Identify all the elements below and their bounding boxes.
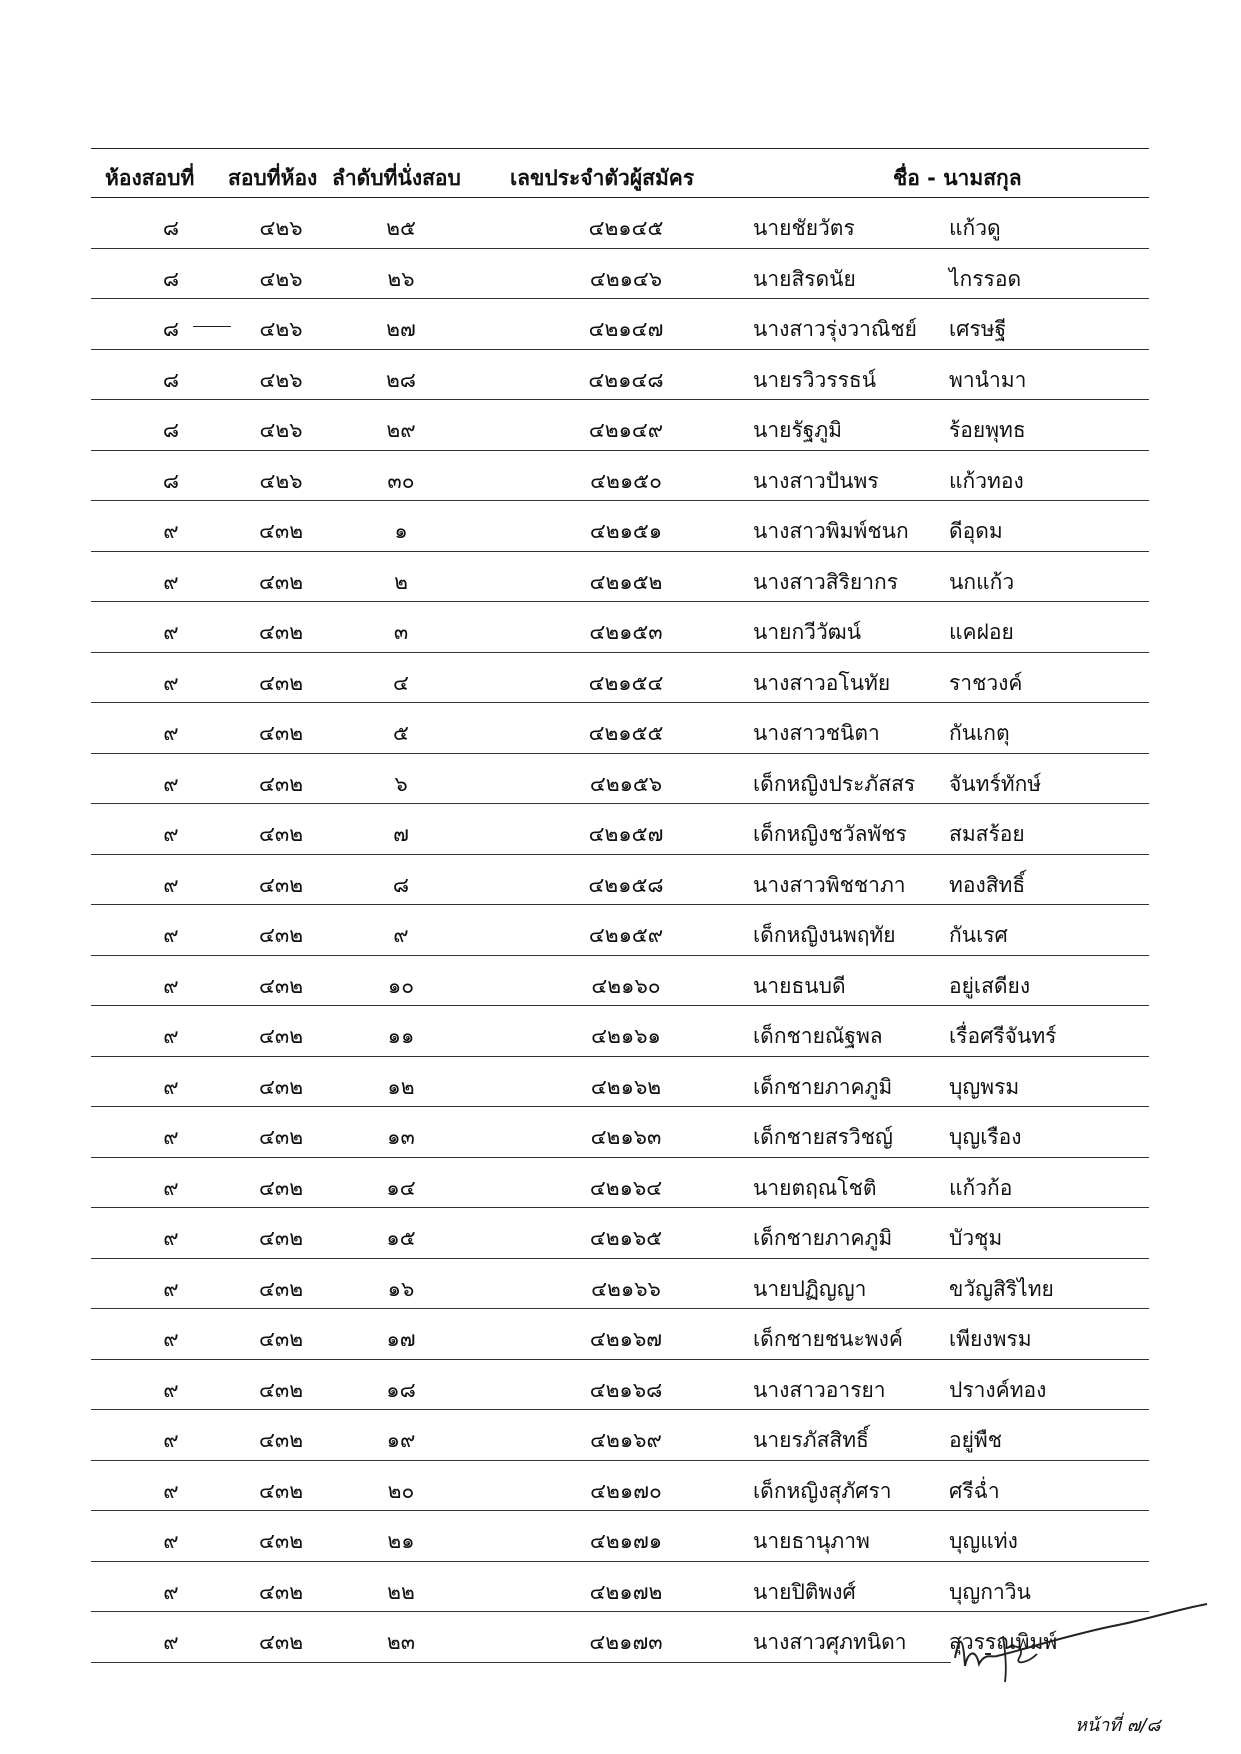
last-name-cell: นกแก้ว bbox=[949, 569, 1015, 594]
seat-number-cell: ๒๖ bbox=[387, 266, 415, 291]
last-name-cell: ดีอุดม bbox=[949, 519, 1003, 543]
last-name-cell: ไกรรอด bbox=[949, 266, 1022, 291]
exam-building-room-cell: ๔๓๒ bbox=[258, 822, 304, 846]
seat-number-cell: ๑๑ bbox=[387, 1024, 415, 1048]
seat-number-cell: ๑ bbox=[394, 519, 408, 543]
last-name-cell: อยู่เสดียง bbox=[949, 973, 1031, 998]
first-name-cell: นายธนบดี bbox=[753, 973, 846, 998]
exam-room-cell: ๙ bbox=[163, 569, 179, 594]
header-room: ห้องสอบที่ bbox=[105, 166, 195, 190]
applicant-id-cell: ๔๒๑๗๐ bbox=[590, 1478, 662, 1503]
exam-room-cell: ๙ bbox=[163, 872, 179, 897]
exam-building-room-cell: ๔๓๒ bbox=[258, 1377, 304, 1402]
exam-building-room-cell: ๔๓๒ bbox=[258, 1579, 304, 1604]
exam-room-cell: ๙ bbox=[163, 1175, 179, 1200]
exam-room-cell: ๙ bbox=[163, 1428, 179, 1452]
exam-building-room-cell: ๔๓๒ bbox=[258, 1478, 304, 1503]
exam-room-cell: ๘ bbox=[162, 317, 180, 341]
seat-number-cell: ๒๘ bbox=[385, 367, 417, 392]
table-row bbox=[91, 754, 1149, 805]
exam-room-cell: ๘ bbox=[162, 216, 180, 240]
applicant-id-cell: ๔๒๑๕๒ bbox=[589, 569, 663, 594]
exam-building-room-cell: ๔๓๒ bbox=[258, 569, 304, 594]
exam-room-cell: ๙ bbox=[163, 923, 179, 947]
exam-building-room-cell: ๔๓๒ bbox=[258, 721, 304, 745]
first-name-cell: นางสาวศุภทนิดา bbox=[753, 1630, 907, 1654]
last-name-cell: บุญเรือง bbox=[949, 1125, 1022, 1149]
first-name-cell: เด็กหญิงนพฤทัย bbox=[753, 923, 896, 947]
seat-number-cell: ๑๙ bbox=[386, 1428, 416, 1452]
applicant-id-cell: ๔๒๑๖๘ bbox=[589, 1377, 663, 1402]
applicant-id-cell: ๔๒๑๖๔ bbox=[589, 1175, 663, 1200]
exam-building-room-cell: ๔๒๖ bbox=[259, 418, 303, 442]
applicant-id-cell: ๔๒๑๔๗ bbox=[588, 317, 664, 341]
seat-number-cell: ๑๔ bbox=[386, 1175, 416, 1200]
applicant-id-cell: ๔๒๑๗๓ bbox=[589, 1630, 663, 1654]
exam-room-cell: ๙ bbox=[163, 771, 179, 796]
last-name-cell: ขวัญสิริไทย bbox=[949, 1276, 1054, 1301]
table-row bbox=[91, 249, 1149, 300]
table-row bbox=[91, 602, 1149, 653]
applicant-id-cell: ๔๒๑๕๗ bbox=[588, 822, 664, 846]
first-name-cell: นายปิติพงศ์ bbox=[753, 1579, 856, 1604]
first-name-cell: นางสาวพิชชาภา bbox=[753, 872, 906, 897]
last-name-cell: กันเรศ bbox=[949, 923, 1008, 947]
first-name-cell: นางสาวรุ่งวาณิชย์ bbox=[753, 317, 917, 341]
exam-room-cell: ๙ bbox=[163, 1478, 179, 1503]
table-row bbox=[91, 1309, 1149, 1360]
first-name-cell: นายรภัสสิทธิ์ bbox=[753, 1428, 869, 1452]
exam-room-cell: ๙ bbox=[163, 1024, 179, 1048]
exam-building-room-cell: ๔๓๒ bbox=[258, 923, 304, 947]
applicant-id-cell: ๔๒๑๕๓ bbox=[589, 620, 663, 644]
table-row bbox=[91, 552, 1149, 603]
signature-image bbox=[945, 1596, 1215, 1686]
last-name-cell: เพียงพรม bbox=[949, 1327, 1032, 1351]
last-name-cell: แก้วดู bbox=[949, 216, 1001, 240]
exam-building-room-cell: ๔๓๒ bbox=[258, 1327, 304, 1351]
exam-building-room-cell: ๔๒๖ bbox=[259, 367, 303, 392]
exam-building-room-cell: ๔๓๒ bbox=[258, 973, 304, 998]
exam-room-cell: ๙ bbox=[163, 670, 179, 695]
first-name-cell: นายธานุภาพ bbox=[753, 1529, 870, 1553]
exam-room-cell: ๙ bbox=[163, 1377, 179, 1402]
applicant-id-cell: ๔๒๑๖๑ bbox=[591, 1024, 661, 1048]
applicant-id-cell: ๔๒๑๖๖ bbox=[591, 1276, 661, 1301]
exam-building-room-cell: ๔๓๒ bbox=[258, 1428, 304, 1452]
seat-number-cell: ๑๗ bbox=[386, 1327, 416, 1351]
applicant-id-cell: ๔๒๑๔๖ bbox=[589, 266, 663, 291]
first-name-cell: นายรัฐภูมิ bbox=[753, 418, 843, 442]
last-name-cell: ศรีฉ่ำ bbox=[949, 1478, 1000, 1503]
table-row bbox=[91, 804, 1149, 855]
exam-building-room-cell: ๔๓๒ bbox=[258, 1529, 304, 1553]
first-name-cell: เด็กหญิงชวัลพัชร bbox=[753, 822, 907, 846]
exam-room-cell: ๙ bbox=[163, 1226, 179, 1250]
exam-building-room-cell: ๔๓๒ bbox=[258, 1276, 304, 1301]
first-name-cell: เด็กชายสรวิชญ์ bbox=[753, 1125, 893, 1149]
seat-number-cell: ๖ bbox=[394, 771, 408, 796]
seat-number-cell: ๑๓ bbox=[387, 1125, 415, 1149]
exam-room-cell: ๙ bbox=[163, 1630, 179, 1654]
last-name-cell: บุญกาวิน bbox=[949, 1579, 1031, 1604]
table-row bbox=[91, 1158, 1149, 1209]
exam-room-cell: ๙ bbox=[163, 822, 179, 846]
exam-building-room-cell: ๔๓๒ bbox=[258, 1024, 304, 1048]
last-name-cell: ทองสิทธิ์ bbox=[949, 872, 1026, 897]
first-name-cell: นางสาวอารยา bbox=[753, 1377, 886, 1402]
exam-building-room-cell: ๔๓๒ bbox=[258, 1630, 304, 1654]
exam-building-room-cell: ๔๓๒ bbox=[258, 670, 304, 695]
last-name-cell: เศรษฐี bbox=[949, 317, 1007, 341]
first-name-cell: เด็กหญิงประภัสสร bbox=[753, 771, 916, 796]
table-row bbox=[91, 1208, 1149, 1259]
table-row bbox=[91, 451, 1149, 502]
table-row bbox=[91, 350, 1149, 401]
first-name-cell: เด็กชายภาคภูมิ bbox=[753, 1226, 893, 1250]
last-name-cell: แคฝอย bbox=[949, 620, 1014, 644]
table-row bbox=[91, 1006, 1149, 1057]
table-row bbox=[91, 501, 1149, 552]
first-name-cell: นายปฏิญญา bbox=[753, 1276, 867, 1301]
exam-building-room-cell: ๔๓๒ bbox=[258, 1074, 304, 1099]
exam-room-cell: ๙ bbox=[163, 519, 179, 543]
table-row bbox=[91, 855, 1149, 906]
seat-number-cell: ๒๕ bbox=[386, 216, 416, 240]
table-row bbox=[91, 1511, 1149, 1562]
first-name-cell: นางสาวอโนทัย bbox=[753, 670, 891, 695]
first-name-cell: นางสาวพิมพ์ชนก bbox=[753, 519, 909, 543]
table-row bbox=[91, 1057, 1149, 1108]
seat-number-cell: ๒๓ bbox=[386, 1630, 416, 1654]
applicant-id-cell: ๔๒๑๖๒ bbox=[590, 1074, 662, 1099]
exam-building-room-cell: ๔๓๒ bbox=[258, 620, 304, 644]
exam-building-room-cell: ๔๓๒ bbox=[258, 1125, 304, 1149]
applicant-id-cell: ๔๒๑๕๑ bbox=[589, 519, 663, 543]
last-name-cell: ราชวงค์ bbox=[949, 670, 1023, 695]
table-top-rule bbox=[91, 148, 1149, 149]
last-name-cell: กันเกตุ bbox=[949, 721, 1010, 745]
seat-number-cell: ๒๗ bbox=[386, 317, 416, 341]
applicant-id-cell: ๔๒๑๔๕ bbox=[588, 216, 664, 240]
seat-number-cell: ๓๐ bbox=[387, 468, 415, 493]
first-name-cell: เด็กชายชนะพงค์ bbox=[753, 1327, 903, 1351]
first-name-cell: นางสาวสิริยากร bbox=[753, 569, 898, 594]
first-name-cell: เด็กหญิงสุภัศรา bbox=[753, 1478, 892, 1503]
seat-number-cell: ๔ bbox=[393, 670, 409, 695]
exam-room-cell: ๙ bbox=[163, 1529, 179, 1553]
exam-building-room-cell: ๔๓๒ bbox=[258, 771, 304, 796]
exam-building-room-cell: ๔๓๒ bbox=[258, 1226, 304, 1250]
applicant-table bbox=[91, 198, 1149, 1663]
seat-number-cell: ๒ bbox=[394, 569, 408, 594]
exam-building-room-cell: ๔๓๒ bbox=[258, 1175, 304, 1200]
exam-building-room-cell: ๔๓๒ bbox=[258, 519, 304, 543]
last-name-cell: เรื่อศรีจันทร์ bbox=[949, 1024, 1057, 1048]
seat-number-cell: ๒๑ bbox=[387, 1529, 415, 1553]
first-name-cell: เด็กชายณัฐพล bbox=[753, 1024, 883, 1048]
table-row bbox=[91, 703, 1149, 754]
table-row bbox=[91, 1612, 1058, 1663]
applicant-id-cell: ๔๒๑๕๘ bbox=[588, 872, 664, 897]
table-row bbox=[91, 1410, 1149, 1461]
applicant-id-cell: ๔๒๑๗๒ bbox=[589, 1579, 663, 1604]
applicant-id-cell: ๔๒๑๖๓ bbox=[590, 1125, 662, 1149]
seat-number-cell: ๑๐ bbox=[387, 973, 415, 998]
exam-room-cell: ๙ bbox=[163, 1276, 179, 1301]
seat-number-cell: ๓ bbox=[393, 620, 409, 644]
first-name-cell: นายตฤณโชติ bbox=[753, 1175, 877, 1200]
exam-room-cell: ๘ bbox=[162, 266, 180, 291]
seat-number-cell: ๒๒ bbox=[387, 1579, 415, 1604]
exam-building-room-cell: ๔๒๖ bbox=[259, 216, 303, 240]
seat-number-cell: ๕ bbox=[393, 721, 409, 745]
seat-number-cell: ๙ bbox=[393, 923, 409, 947]
exam-building-room-cell: ๔๒๖ bbox=[259, 317, 303, 341]
first-name-cell: เด็กชายภาคภูมิ bbox=[753, 1074, 893, 1099]
header-full-name: ชื่อ - นามสกุล bbox=[893, 166, 1022, 190]
seat-number-cell: ๑๖ bbox=[387, 1276, 415, 1301]
table-row bbox=[91, 1461, 1149, 1512]
applicant-id-cell: ๔๒๑๖๕ bbox=[589, 1226, 663, 1250]
seat-number-cell: ๒๙ bbox=[386, 418, 416, 442]
applicant-id-cell: ๔๒๑๕๐ bbox=[590, 468, 662, 493]
last-name-cell: แก้วทอง bbox=[949, 468, 1024, 493]
header-building: สอบที่ห้อง bbox=[228, 166, 318, 190]
seat-number-cell: ๘ bbox=[392, 872, 410, 897]
table-row bbox=[91, 1107, 1149, 1158]
applicant-id-cell: ๔๒๑๕๙ bbox=[588, 923, 664, 947]
exam-room-cell: ๙ bbox=[163, 1074, 179, 1099]
seat-number-cell: ๗ bbox=[393, 822, 409, 846]
last-name-cell: ร้อยพุทธ bbox=[949, 418, 1026, 442]
seat-number-cell: ๑๕ bbox=[386, 1226, 416, 1250]
applicant-id-cell: ๔๒๑๗๑ bbox=[589, 1529, 663, 1553]
seat-number-cell: ๒๐ bbox=[387, 1478, 415, 1503]
last-name-cell: ปรางค์ทอง bbox=[949, 1377, 1047, 1402]
first-name-cell: นายชัยวัตร bbox=[753, 216, 855, 240]
table-row bbox=[91, 198, 1149, 249]
table-row bbox=[91, 1360, 1149, 1411]
last-name-cell: แก้วก้อ bbox=[949, 1175, 1013, 1200]
table-row bbox=[91, 299, 1149, 350]
applicant-id-cell: ๔๒๑๖๐ bbox=[591, 973, 661, 998]
exam-building-room-cell: ๔๒๖ bbox=[259, 468, 303, 493]
exam-room-cell: ๘ bbox=[162, 468, 180, 493]
exam-room-cell: ๙ bbox=[163, 1125, 179, 1149]
applicant-id-cell: ๔๒๑๕๔ bbox=[588, 670, 664, 695]
table-row bbox=[91, 1259, 1149, 1310]
applicant-id-cell: ๔๒๑๔๙ bbox=[588, 418, 664, 442]
exam-room-cell: ๙ bbox=[163, 1327, 179, 1351]
header-seat: ลำดับที่นั่งสอบ bbox=[332, 166, 461, 190]
table-row bbox=[91, 956, 1149, 1007]
exam-building-room-cell: ๔๒๖ bbox=[259, 266, 303, 291]
first-name-cell: นางสาวชนิตา bbox=[753, 721, 880, 745]
applicant-id-cell: ๔๒๑๖๙ bbox=[590, 1428, 662, 1452]
first-name-cell: นางสาวปันพร bbox=[753, 468, 879, 493]
last-name-cell: บุญแท่ง bbox=[949, 1529, 1018, 1553]
exam-room-cell: ๙ bbox=[163, 973, 179, 998]
seat-number-cell: ๑๘ bbox=[386, 1377, 416, 1402]
applicant-id-cell: ๔๒๑๕๕ bbox=[588, 721, 664, 745]
last-name-cell: บัวชุม bbox=[949, 1226, 1003, 1250]
exam-building-room-cell: ๔๓๒ bbox=[258, 872, 304, 897]
exam-room-cell: ๙ bbox=[163, 721, 179, 745]
last-name-cell: สมสร้อย bbox=[949, 822, 1025, 846]
applicant-id-cell: ๔๒๑๖๗ bbox=[589, 1327, 663, 1351]
exam-room-cell: ๘ bbox=[162, 367, 180, 392]
exam-room-cell: ๙ bbox=[163, 620, 179, 644]
pen-mark bbox=[193, 326, 231, 327]
last-name-cell: สุวรรณพิมพ์ bbox=[949, 1630, 1058, 1654]
page-number: หน้าที่ ๗/๘ bbox=[1075, 1715, 1161, 1736]
exam-room-cell: ๙ bbox=[163, 1579, 179, 1604]
applicant-id-cell: ๔๒๑๕๖ bbox=[589, 771, 663, 796]
table-row bbox=[91, 400, 1149, 451]
exam-room-cell: ๘ bbox=[162, 418, 180, 442]
last-name-cell: บุญพรม bbox=[949, 1074, 1020, 1099]
last-name-cell: จันทร์ทักษ์ bbox=[949, 771, 1042, 796]
header-applicant-id: เลขประจำตัวผู้สมัคร bbox=[510, 166, 695, 190]
table-row bbox=[91, 905, 1149, 956]
first-name-cell: นายสิรดนัย bbox=[753, 266, 856, 291]
first-name-cell: นายรวิวรรธน์ bbox=[753, 367, 877, 392]
last-name-cell: พานำมา bbox=[949, 367, 1027, 392]
table-row bbox=[91, 653, 1149, 704]
seat-number-cell: ๑๒ bbox=[387, 1074, 415, 1099]
applicant-id-cell: ๔๒๑๔๘ bbox=[588, 367, 664, 392]
last-name-cell: อยู่พืช bbox=[949, 1428, 1003, 1452]
first-name-cell: นายกวีวัฒน์ bbox=[753, 620, 862, 644]
